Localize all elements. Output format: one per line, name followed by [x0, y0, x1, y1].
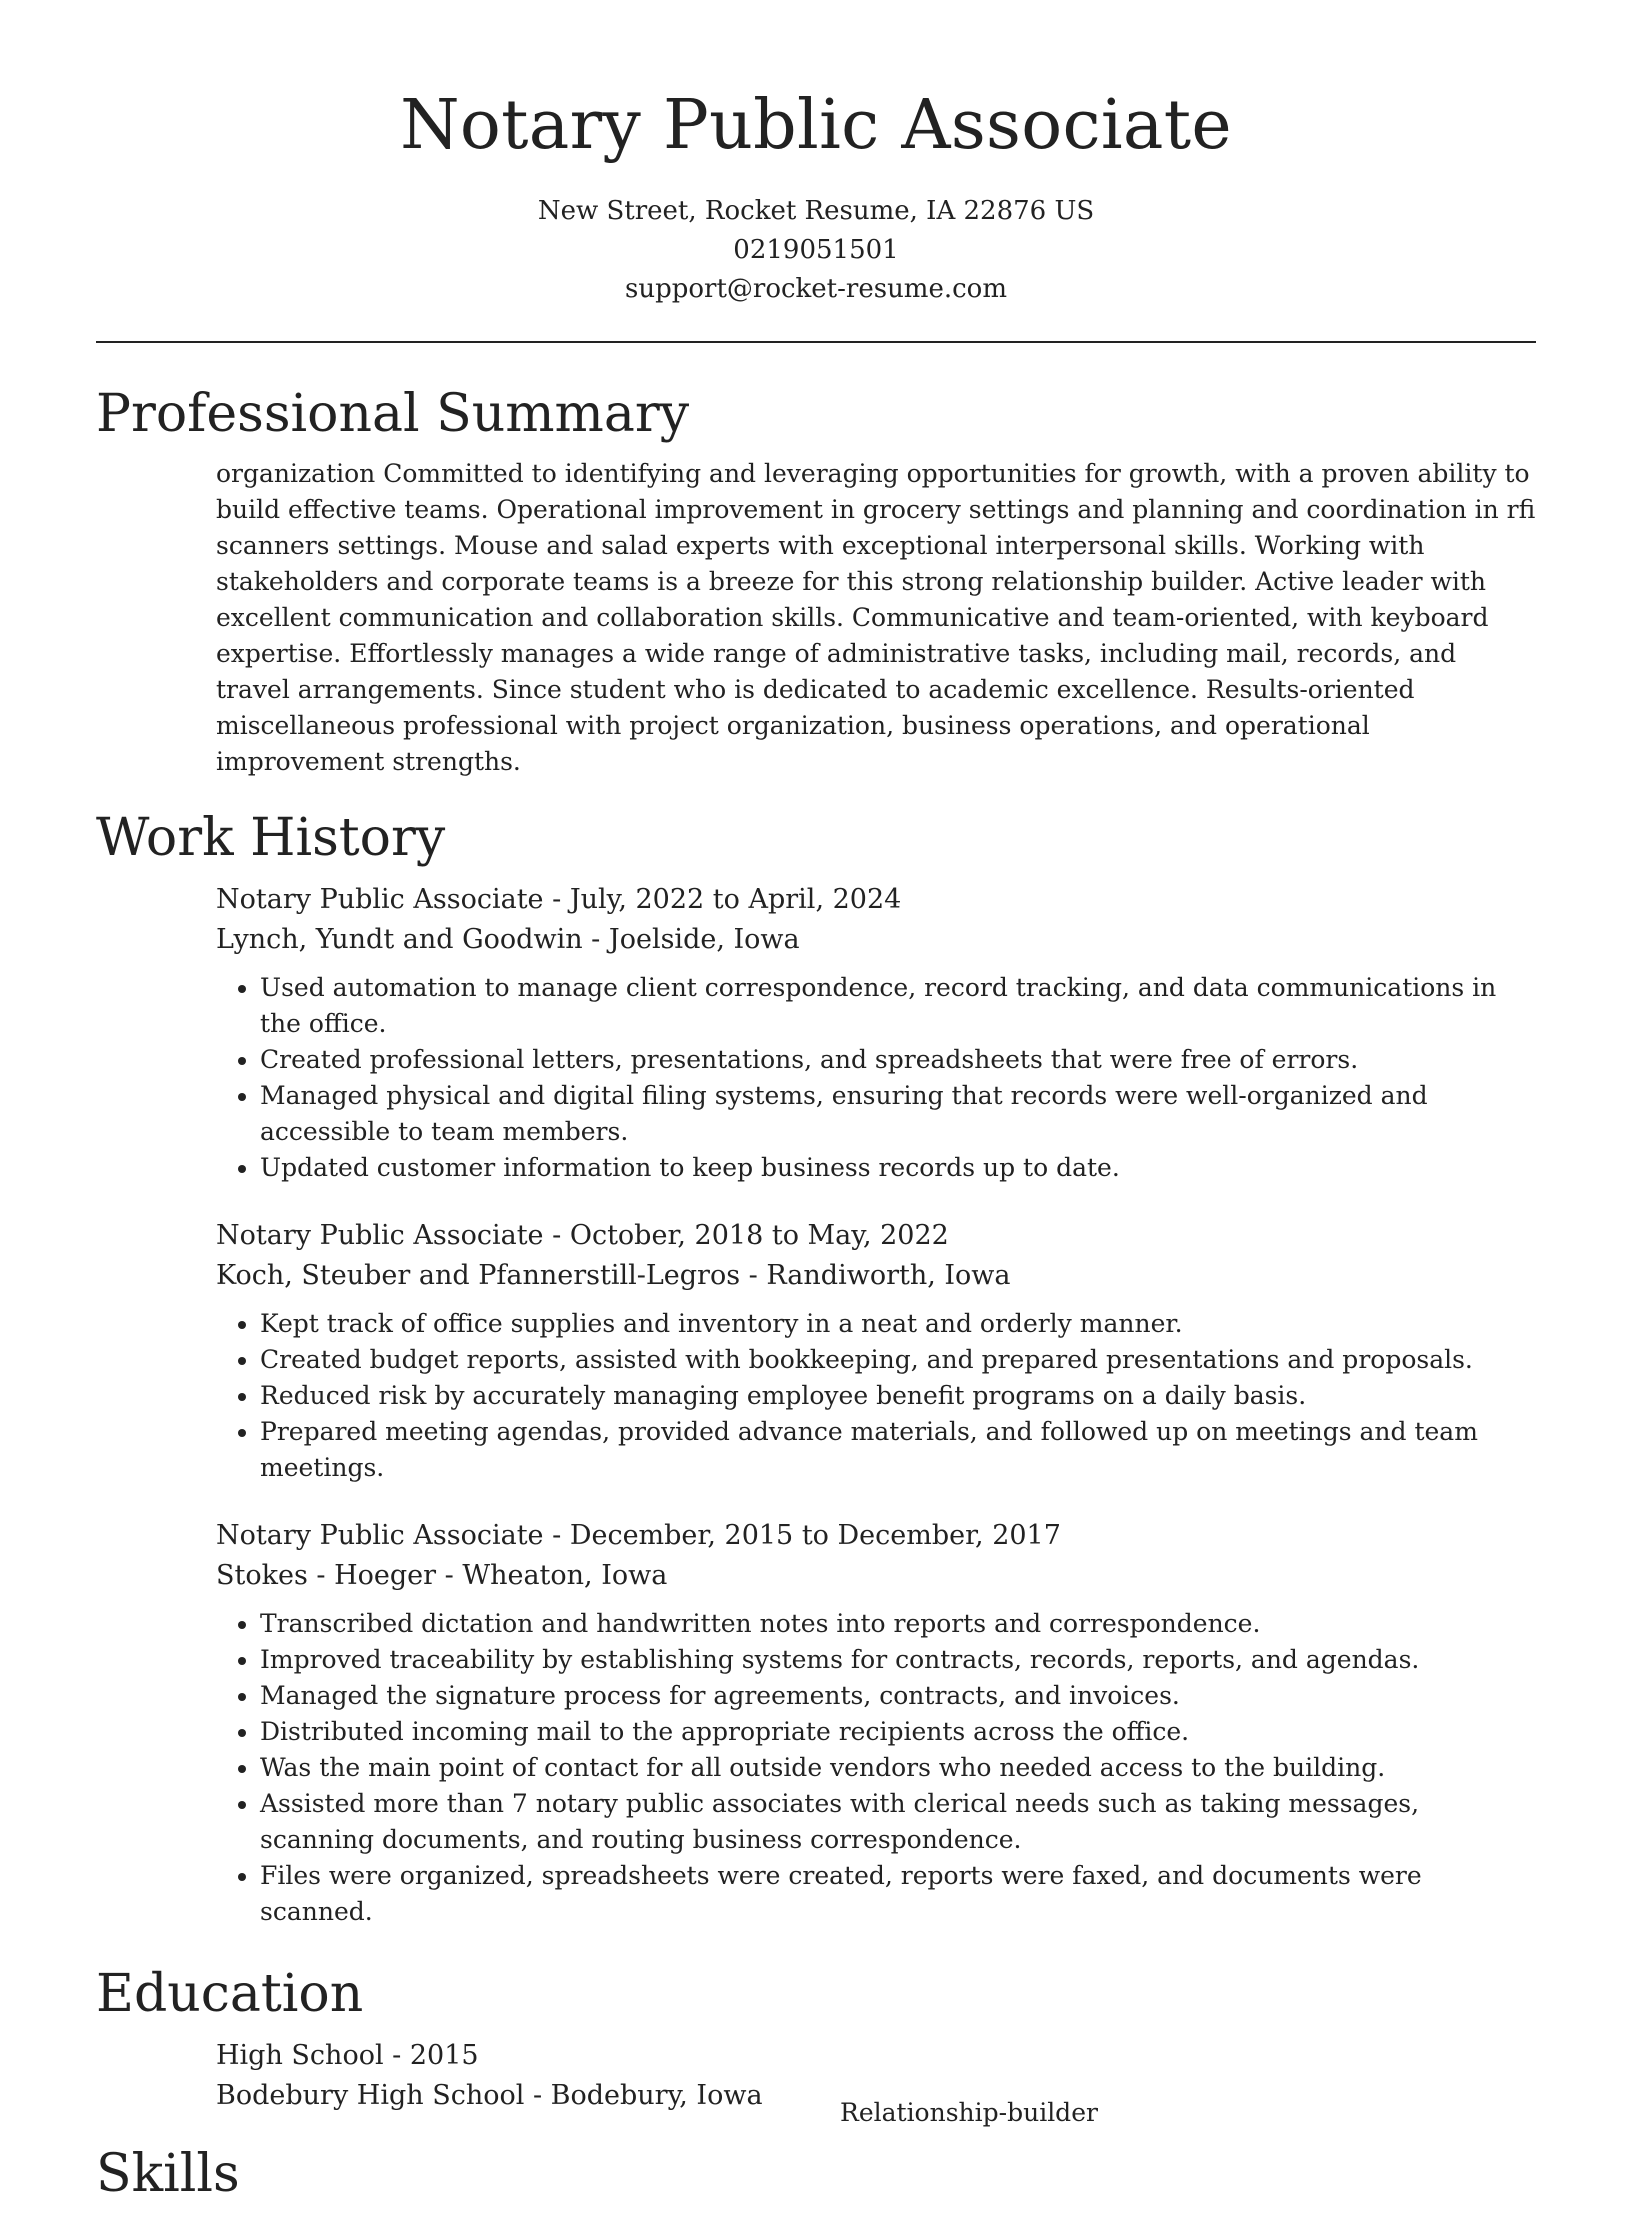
resume-content: [96, 380, 1536, 2216]
phone: 0219051501: [733, 235, 899, 265]
job-bullet: • Was the main point of contact for all outside vendors who needed access to the building.: [260, 1750, 1536, 1786]
job-bullet: • Created professional letters, presentations, and spreadsheets that were free of errors.: [260, 1042, 1536, 1078]
job-entry: [216, 1216, 1536, 1486]
job-bullet: • Updated customer information to keep business records up to date.: [260, 1150, 1536, 1186]
skill-item-partial: Relationship-builder: [840, 2098, 1098, 2127]
job-bullet: • Distributed incoming mail to the appropriate recipients across the office.: [260, 1714, 1536, 1750]
header-divider: [96, 341, 1536, 343]
job-title-line: Notary Public Associate - December, 2015 to December, 2017: [216, 1520, 1061, 1551]
job-entry: [216, 880, 1536, 1186]
job-bullet: • Transcribed dictation and handwritten notes into reports and correspondence.: [260, 1606, 1536, 1642]
job-employer-line: Stokes - Hoeger - Wheaton, Iowa: [216, 1560, 668, 1591]
candidate-name: Notary Public Associate: [400, 86, 1232, 165]
education-degree-line: High School - 2015: [216, 2040, 479, 2071]
summary-section: [96, 380, 1536, 780]
skills-section: [96, 2140, 1536, 2208]
work-history-section: [96, 804, 1536, 1930]
education-section: [96, 1960, 1536, 2116]
resume-header: [0, 0, 1632, 309]
job-bullet: • Used automation to manage client correspondence, record tracking, and data communications in the office.: [260, 970, 1536, 1042]
job-bullet: • Assisted more than 7 notary public associates with clerical needs such as taking messages, scanning documents, and routing business correspondence.: [260, 1786, 1536, 1858]
job-bullet: • Created budget reports, assisted with bookkeeping, and prepared presentations and proposals.: [260, 1342, 1536, 1378]
job-bullet: • Kept track of office supplies and inventory in a neat and orderly manner.: [260, 1306, 1536, 1342]
section-title-work-history: Work History: [96, 808, 446, 868]
section-title-skills: Skills: [96, 2144, 240, 2204]
job-title-line: Notary Public Associate - October, 2018 to May, 2022: [216, 1220, 949, 1251]
address: New Street, Rocket Resume, IA 22876 US: [537, 196, 1095, 226]
job-bullets: [216, 1306, 1536, 1486]
job-employer-line: Koch, Steuber and Pfannerstill-Legros - Randiworth, Iowa: [216, 1260, 1011, 1291]
education-school-line: Bodebury High School - Bodebury, Iowa: [216, 2080, 763, 2111]
section-title-summary: Professional Summary: [96, 384, 690, 444]
job-bullet: • Files were organized, spreadsheets were created, reports were faxed, and documents were scanned.: [260, 1858, 1536, 1930]
job-bullets: [216, 970, 1536, 1186]
job-employer-line: Lynch, Yundt and Goodwin - Joelside, Iowa: [216, 924, 800, 955]
job-bullet: • Improved traceability by establishing systems for contracts, records, reports, and agendas.: [260, 1642, 1536, 1678]
job-bullet: • Reduced risk by accurately managing employee benefit programs on a daily basis.: [260, 1378, 1536, 1414]
job-bullet: • Managed the signature process for agreements, contracts, and invoices.: [260, 1678, 1536, 1714]
summary-text: organization Committed to identifying and leveraging opportunities for growth, with a proven ability to build effective teams. Operational improvement in grocery settings and planning and coordination in rfi scanners settings. Mouse and salad experts with exceptional interpersonal skills. Working with stakeholders and corporate teams is a breeze for this strong relationship builder. Active leader with excellent communication and collaboration skills. Communicative and team-oriented, with keyboard expertise. Effortlessly manages a wide range of administrative tasks, including mail, records, and travel arrangements. Since student who is dedicated to academic excellence. Results-oriented miscellaneous professional with project organization, business operations, and operational improvement strengths.: [216, 459, 1536, 776]
email[interactable]: support@rocket-resume.com: [624, 274, 1007, 304]
section-title-education: Education: [96, 1964, 364, 2024]
job-bullet: • Prepared meeting agendas, provided advance materials, and followed up on meetings and team meetings.: [260, 1414, 1536, 1486]
job-entry: [216, 1516, 1536, 1930]
job-bullets: [216, 1606, 1536, 1930]
job-title-line: Notary Public Associate - July, 2022 to April, 2024: [216, 884, 902, 915]
job-bullet: • Managed physical and digital filing systems, ensuring that records were well-organized and accessible to team members.: [260, 1078, 1536, 1150]
